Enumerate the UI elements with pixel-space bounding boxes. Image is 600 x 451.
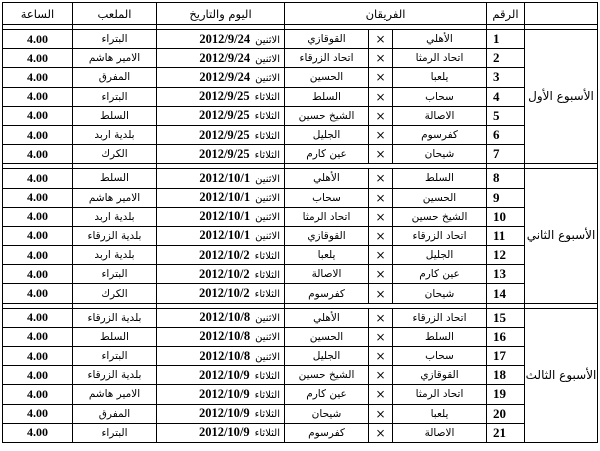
match-date-cell [157,327,285,346]
match-date: 2012/9/25 [198,127,250,142]
versus-mark: × [369,87,393,106]
home-team: القوقازي [393,366,487,385]
match-number: 21 [487,423,525,442]
match-venue: الامير هاشم [73,385,157,404]
match-time: 4.00 [3,68,73,87]
fixtures-body [3,25,598,443]
match-row [3,327,598,346]
home-team: كفرسوم [393,125,487,144]
match-time: 4.00 [3,145,73,164]
away-team: الحسين [285,327,369,346]
match-date-cell [157,49,285,68]
versus-mark: × [369,226,393,245]
match-date: 2012/10/1 [199,190,251,205]
match-date-cell [157,385,285,404]
versus-mark: × [369,327,393,346]
home-team: السلط [393,327,487,346]
match-row [3,68,598,87]
match-venue: البتراء [73,423,157,442]
match-date: 2012/10/1 [199,228,251,243]
match-time: 4.00 [3,246,73,265]
match-venue: البتراء [73,87,157,106]
match-time: 4.00 [3,106,73,125]
match-date-cell [157,404,285,423]
match-time: 4.00 [3,30,73,49]
home-team: عين كارم [393,265,487,284]
versus-mark: × [369,366,393,385]
match-number: 2 [487,49,525,68]
match-date: 2012/10/2 [198,266,250,281]
match-number: 8 [487,169,525,188]
match-date: 2012/9/24 [199,69,251,84]
match-date: 2012/10/8 [199,310,251,325]
match-venue: بلدية الزرقاء [73,308,157,327]
match-venue: المفرق [73,404,157,423]
match-number: 13 [487,265,525,284]
match-date: 2012/10/1 [199,170,251,185]
match-venue: الكرك [73,284,157,303]
match-date: 2012/9/24 [199,50,251,65]
away-team: يلعبا [285,246,369,265]
away-team: كفرسوم [285,423,369,442]
match-date: 2012/10/9 [198,386,250,401]
match-row [3,284,598,303]
versus-mark: × [369,106,393,125]
match-number: 20 [487,404,525,423]
match-number: 7 [487,145,525,164]
header-row [3,3,598,25]
match-date-cell [157,207,285,226]
match-date-cell [157,423,285,442]
match-date-cell [157,308,285,327]
versus-mark: × [369,207,393,226]
home-team: سحاب [393,87,487,106]
away-team: شيحان [285,404,369,423]
match-date-cell [157,347,285,366]
match-day: الثلاثاء [254,130,280,142]
match-day: الاثنين [255,332,280,344]
match-row [3,125,598,144]
match-time: 4.00 [3,207,73,226]
match-number: 9 [487,188,525,207]
away-team: القوقازي [285,30,369,49]
header-time: الساعة [3,3,73,25]
week-label: الأسبوع الثالث [525,308,598,442]
match-venue: بلدية الزرقاء [73,366,157,385]
match-day: الاثنين [255,72,280,84]
match-time: 4.00 [3,226,73,245]
match-time: 4.00 [3,188,73,207]
match-date-cell [157,68,285,87]
header-teams: الفريقان [285,3,487,25]
match-day: الثلاثاء [254,250,280,262]
home-team: يلعبا [393,404,487,423]
match-time: 4.00 [3,404,73,423]
match-time: 4.00 [3,347,73,366]
away-team: الجليل [285,347,369,366]
match-time: 4.00 [3,169,73,188]
away-team: الأهلي [285,308,369,327]
home-team: الشيخ حسين [393,207,487,226]
match-row [3,423,598,442]
away-team: القوقازي [285,226,369,245]
match-date-cell [157,30,285,49]
away-team: الشيخ حسين [285,366,369,385]
away-team: الاصالة [285,265,369,284]
match-row [3,404,598,423]
home-team: الاصالة [393,423,487,442]
away-team: الجليل [285,125,369,144]
match-time: 4.00 [3,308,73,327]
versus-mark: × [369,188,393,207]
away-team: سحاب [285,188,369,207]
match-row [3,106,598,125]
away-team: الأهلي [285,169,369,188]
match-venue: البتراء [73,265,157,284]
away-team: الحسين [285,68,369,87]
match-date: 2012/10/2 [198,247,250,262]
match-number: 5 [487,106,525,125]
match-date: 2012/9/25 [198,146,250,161]
match-date-cell [157,87,285,106]
match-day: الثلاثاء [254,409,280,421]
match-day: الثلاثاء [254,92,280,104]
versus-mark: × [369,49,393,68]
match-time: 4.00 [3,366,73,385]
match-day: الاثنين [255,53,280,65]
match-venue: المفرق [73,68,157,87]
match-time: 4.00 [3,327,73,346]
match-row [3,226,598,245]
match-number: 15 [487,308,525,327]
header-date: اليوم والتاريخ [157,3,285,25]
header-venue: الملعب [73,3,157,25]
match-row [3,385,598,404]
away-team: السلط [285,87,369,106]
home-team: اتحاد الزرقاء [393,308,487,327]
week-label: الأسبوع الثاني [525,169,598,303]
match-row [3,145,598,164]
home-team: الاصالة [393,106,487,125]
match-date: 2012/9/25 [198,89,250,104]
match-row [3,308,598,327]
match-number: 12 [487,246,525,265]
match-venue: السلط [73,106,157,125]
match-day: الاثنين [255,351,280,363]
home-team: اتحاد الرمثا [393,385,487,404]
away-team: اتحاد الزرقاء [285,49,369,68]
versus-mark: × [369,125,393,144]
match-day: الاثنين [255,34,280,46]
match-row [3,265,598,284]
versus-mark: × [369,385,393,404]
versus-mark: × [369,68,393,87]
match-date-cell [157,125,285,144]
match-date-cell [157,246,285,265]
match-row [3,49,598,68]
match-number: 18 [487,366,525,385]
week-label: الأسبوع الأول [525,30,598,164]
match-day: الاثنين [255,313,280,325]
home-team: الحسين [393,188,487,207]
match-time: 4.00 [3,125,73,144]
match-time: 4.00 [3,284,73,303]
match-day: الاثنين [255,193,280,205]
header-number: الرقم [487,3,525,25]
match-time: 4.00 [3,265,73,284]
match-day: الاثنين [255,231,280,243]
match-venue: السلط [73,327,157,346]
away-team: كفرسوم [285,284,369,303]
away-team: اتحاد الرمثا [285,207,369,226]
match-venue: الامير هاشم [73,188,157,207]
match-venue: الامير هاشم [73,49,157,68]
versus-mark: × [369,423,393,442]
match-day: الاثنين [255,173,280,185]
match-venue: بلدية الزرقاء [73,226,157,245]
versus-mark: × [369,308,393,327]
away-team: عين كارم [285,145,369,164]
match-number: 6 [487,125,525,144]
home-team: اتحاد الزرقاء [393,226,487,245]
match-row [3,347,598,366]
match-date-cell [157,188,285,207]
match-date: 2012/10/2 [198,286,250,301]
home-team: سحاب [393,347,487,366]
away-team: الشيخ حسين [285,106,369,125]
match-row [3,188,598,207]
match-number: 3 [487,68,525,87]
match-day: الثلاثاء [254,149,280,161]
versus-mark: × [369,30,393,49]
home-team: اتحاد الرمثا [393,49,487,68]
home-team: يلعبا [393,68,487,87]
match-day: الثلاثاء [254,370,280,382]
versus-mark: × [369,145,393,164]
match-venue: البتراء [73,30,157,49]
match-date-cell [157,265,285,284]
match-time: 4.00 [3,87,73,106]
match-row [3,207,598,226]
match-day: الثلاثاء [254,389,280,401]
match-number: 17 [487,347,525,366]
match-time: 4.00 [3,423,73,442]
match-day: الثلاثاء [254,111,280,123]
home-team: الجليل [393,246,487,265]
match-date: 2012/9/24 [199,31,251,46]
match-number: 11 [487,226,525,245]
fixtures-sheet [2,2,597,449]
match-row [3,87,598,106]
home-team: شيحان [393,284,487,303]
home-team: شيحان [393,145,487,164]
match-date-cell [157,226,285,245]
match-row [3,169,598,188]
match-venue: بلدية اربد [73,207,157,226]
match-venue: السلط [73,169,157,188]
fixtures-table [2,2,598,443]
versus-mark: × [369,246,393,265]
match-date-cell [157,169,285,188]
versus-mark: × [369,169,393,188]
match-date-cell [157,106,285,125]
match-venue: الكرك [73,145,157,164]
versus-mark: × [369,404,393,423]
match-row [3,246,598,265]
match-number: 1 [487,30,525,49]
match-date: 2012/10/1 [199,209,251,224]
match-number: 16 [487,327,525,346]
match-date: 2012/9/25 [198,108,250,123]
match-date: 2012/10/9 [198,425,250,440]
match-day: الثلاثاء [254,428,280,440]
versus-mark: × [369,265,393,284]
match-venue: بلدية اربد [73,246,157,265]
match-date: 2012/10/8 [199,348,251,363]
versus-mark: × [369,284,393,303]
match-number: 4 [487,87,525,106]
match-time: 4.00 [3,385,73,404]
match-row [3,366,598,385]
match-number: 19 [487,385,525,404]
match-venue: بلدية اربد [73,125,157,144]
home-team: الأهلي [393,30,487,49]
match-date: 2012/10/8 [199,329,251,344]
match-row [3,30,598,49]
match-time: 4.00 [3,49,73,68]
match-date-cell [157,284,285,303]
match-venue: البتراء [73,347,157,366]
match-date: 2012/10/9 [198,406,250,421]
match-date-cell [157,145,285,164]
match-date-cell [157,366,285,385]
match-day: الاثنين [255,212,280,224]
header-week [525,3,598,25]
match-number: 14 [487,284,525,303]
match-day: الثلاثاء [254,289,280,301]
home-team: السلط [393,169,487,188]
match-number: 10 [487,207,525,226]
match-day: الثلاثاء [254,269,280,281]
away-team: عين كارم [285,385,369,404]
match-date: 2012/10/9 [198,367,250,382]
versus-mark: × [369,347,393,366]
